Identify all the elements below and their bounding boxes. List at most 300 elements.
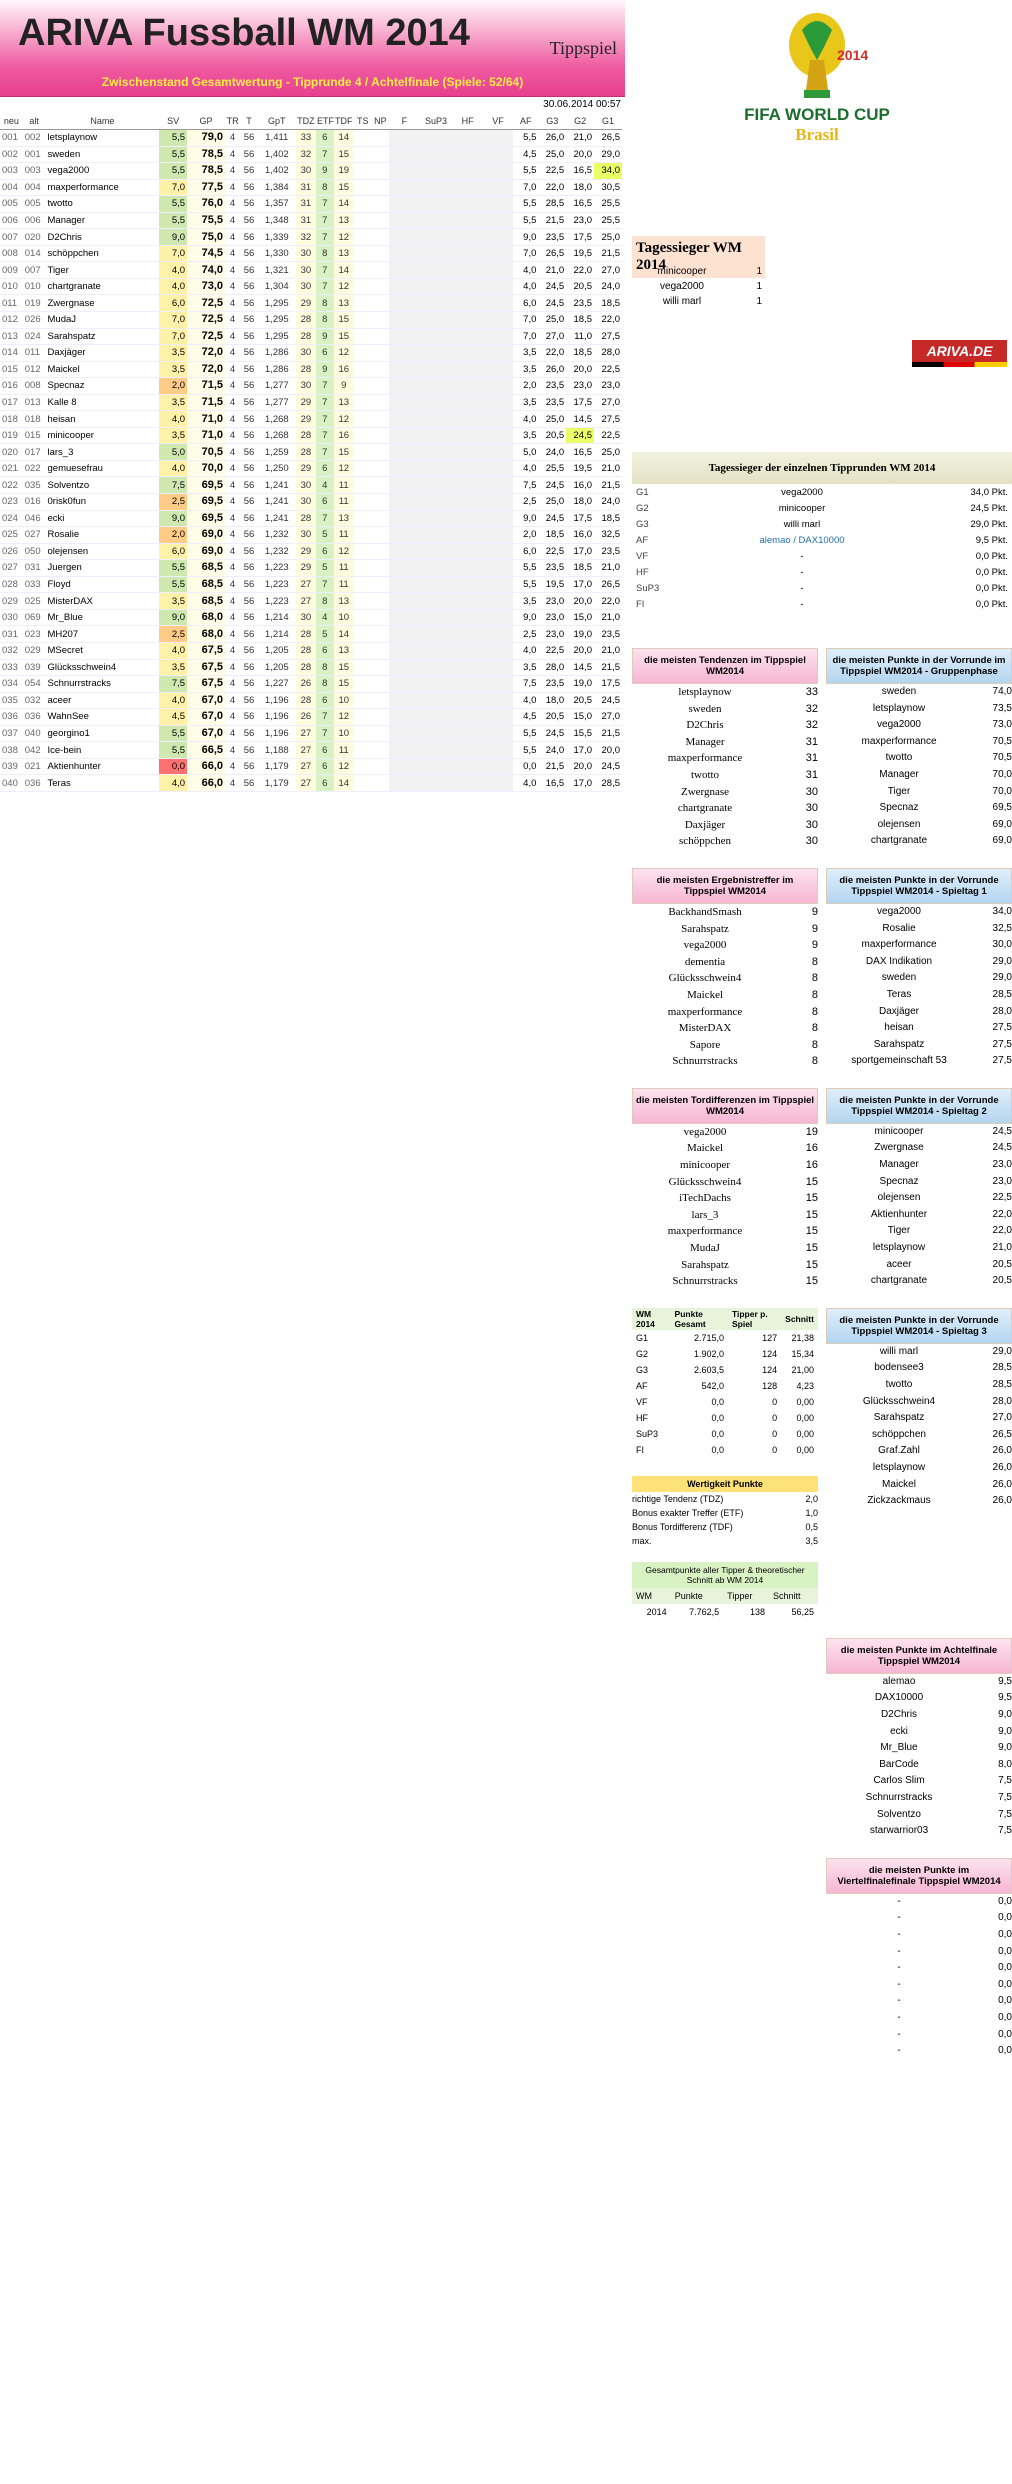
- table-cell: [389, 196, 419, 213]
- list-name: Maickel: [882, 1478, 916, 1490]
- table-cell: [354, 477, 372, 494]
- table-cell: [452, 163, 482, 180]
- table-cell: 56: [240, 725, 258, 742]
- round-code: G1: [636, 486, 649, 498]
- table-cell: 4: [225, 742, 240, 759]
- round-points: 9,5 Pkt.: [975, 534, 1008, 546]
- world-cup-logo: [632, 0, 1012, 160]
- stats-head: Tipper p. Spiel: [731, 1308, 768, 1329]
- table-row[interactable]: [0, 411, 622, 428]
- table-cell: 017: [23, 444, 46, 461]
- table-cell: 3,5: [159, 593, 187, 610]
- table-cell: 028: [0, 576, 23, 593]
- list-value: 7,5: [998, 1775, 1012, 1787]
- table-row[interactable]: [0, 212, 622, 229]
- stats-row: [632, 1426, 818, 1442]
- table-cell: 56: [240, 295, 258, 312]
- list-item: [826, 1427, 1012, 1444]
- list-value: 26,0: [992, 1461, 1012, 1473]
- table-cell: 4: [225, 394, 240, 411]
- table-row[interactable]: [0, 262, 622, 279]
- stats-row: [632, 1378, 818, 1394]
- table-row[interactable]: [0, 742, 622, 759]
- table-cell: 26,5: [594, 130, 622, 147]
- player-name: Rosalie: [46, 527, 160, 544]
- stats-table: [632, 1308, 818, 1620]
- list-value: 0,0: [998, 1895, 1012, 1907]
- table-cell: [354, 394, 372, 411]
- table-cell: [372, 378, 390, 395]
- table-cell: [420, 229, 453, 246]
- table-cell: 4: [225, 229, 240, 246]
- table-cell: 66,0: [187, 775, 225, 792]
- table-cell: [420, 146, 453, 163]
- table-cell: [372, 295, 390, 312]
- table-cell: 010: [23, 278, 46, 295]
- table-row[interactable]: [0, 146, 622, 163]
- table-row[interactable]: [0, 709, 622, 726]
- table-cell: 75,5: [187, 212, 225, 229]
- table-cell: 21,5: [538, 758, 566, 775]
- table-row[interactable]: [0, 444, 622, 461]
- list-item: [632, 1257, 818, 1274]
- table-cell: [354, 262, 372, 279]
- list-item: [826, 1140, 1012, 1157]
- list-item: [826, 2027, 1012, 2044]
- list-value: 34,0: [992, 905, 1012, 917]
- table-row[interactable]: [0, 775, 622, 792]
- table-cell: 6: [316, 130, 334, 147]
- list-name: Tiger: [887, 1225, 911, 1237]
- table-cell: [389, 460, 419, 477]
- table-row[interactable]: [0, 295, 622, 312]
- table-cell: 72,0: [187, 361, 225, 378]
- table-cell: [372, 444, 390, 461]
- ranking-title: die meisten Punkte in der Vorrunde Tippspiel WM2014 - Spieltag 1: [826, 868, 1012, 904]
- table-cell: 15,5: [566, 725, 594, 742]
- column-header: ETF: [316, 113, 334, 130]
- stats-cell: AF: [636, 1380, 648, 1391]
- table-cell: 4: [225, 411, 240, 428]
- tipprunde-row: [632, 596, 1012, 612]
- list-value: 9: [811, 939, 818, 952]
- player-name: gemuesefrau: [46, 460, 160, 477]
- table-cell: 69,0: [187, 543, 225, 560]
- table-cell: 036: [23, 775, 46, 792]
- table-cell: [354, 527, 372, 544]
- list-value: 0,0: [998, 1945, 1012, 1957]
- table-cell: [452, 494, 482, 511]
- gesamt-cell: 138: [749, 1606, 765, 1617]
- table-row[interactable]: [0, 394, 622, 411]
- list-value: 69,0: [992, 818, 1012, 830]
- table-cell: 30: [296, 477, 316, 494]
- table-cell: 29: [296, 460, 316, 477]
- table-row[interactable]: [0, 361, 622, 378]
- list-item: [632, 701, 818, 718]
- table-cell: [372, 130, 390, 147]
- tipprunden-table: [632, 484, 1012, 612]
- list-value: 23,0: [992, 1159, 1012, 1171]
- table-cell: 27: [296, 576, 316, 593]
- player-name: sweden: [46, 146, 160, 163]
- table-cell: 4: [225, 212, 240, 229]
- table-cell: 033: [0, 659, 23, 676]
- table-row[interactable]: [0, 179, 622, 196]
- table-cell: 69,5: [187, 494, 225, 511]
- table-cell: [372, 758, 390, 775]
- ranking-list: [632, 868, 818, 1070]
- list-item: [826, 1207, 1012, 1224]
- table-cell: [354, 593, 372, 610]
- table-cell: 56: [240, 593, 258, 610]
- table-cell: [483, 576, 513, 593]
- table-cell: 56: [240, 543, 258, 560]
- table-row[interactable]: [0, 527, 622, 544]
- player-name: twotto: [46, 196, 160, 213]
- statistics-panel: [632, 0, 1012, 2057]
- table-row[interactable]: [0, 196, 622, 213]
- table-cell: 73,0: [187, 278, 225, 295]
- table-cell: 017: [0, 394, 23, 411]
- column-header: SV: [159, 113, 187, 130]
- table-cell: [483, 692, 513, 709]
- table-cell: 008: [0, 245, 23, 262]
- table-cell: [483, 312, 513, 329]
- table-cell: 17,0: [566, 543, 594, 560]
- table-cell: [420, 560, 453, 577]
- list-name: maxperformance: [861, 735, 937, 747]
- table-cell: 4: [225, 692, 240, 709]
- table-cell: 66,0: [187, 758, 225, 775]
- table-cell: 1,250: [258, 460, 296, 477]
- table-row[interactable]: [0, 130, 622, 147]
- table-cell: [420, 130, 453, 147]
- wertigkeit-row: [632, 1534, 818, 1548]
- list-item: [632, 954, 818, 971]
- page-subtitle: Zwischenstand Gesamtwertung - Tipprunde 4 / Achtelfinale (Spiele: 52/64): [101, 75, 524, 89]
- table-cell: [483, 593, 513, 610]
- table-cell: 14: [334, 196, 354, 213]
- list-name: Aktienhunter: [870, 1208, 928, 1220]
- table-cell: 22,5: [594, 361, 622, 378]
- table-cell: [452, 477, 482, 494]
- list-name: twotto: [690, 768, 720, 781]
- table-cell: 3,5: [513, 593, 538, 610]
- table-cell: 11,0: [566, 328, 594, 345]
- table-cell: [420, 312, 453, 329]
- list-name: chartgranate: [870, 835, 928, 847]
- table-cell: 002: [23, 130, 46, 147]
- table-row[interactable]: [0, 510, 622, 527]
- table-cell: 031: [23, 560, 46, 577]
- list-item: [826, 1477, 1012, 1494]
- list-value: 0,0: [998, 2028, 1012, 2040]
- table-cell: [420, 460, 453, 477]
- table-cell: 12: [334, 345, 354, 362]
- table-cell: [372, 394, 390, 411]
- table-cell: 27: [296, 725, 316, 742]
- list-item: [632, 1190, 818, 1207]
- table-cell: 1,223: [258, 593, 296, 610]
- table-row[interactable]: [0, 427, 622, 444]
- table-cell: 18,0: [538, 692, 566, 709]
- table-row[interactable]: [0, 345, 622, 362]
- table-cell: [420, 593, 453, 610]
- table-cell: [452, 262, 482, 279]
- stats-cell: 0,00: [796, 1396, 814, 1407]
- table-cell: [389, 692, 419, 709]
- stats-cell: G1: [636, 1332, 649, 1343]
- table-row[interactable]: [0, 758, 622, 775]
- tipprunde-row: [632, 484, 1012, 500]
- list-item: [826, 1460, 1012, 1477]
- table-cell: 069: [23, 609, 46, 626]
- table-cell: 026: [23, 312, 46, 329]
- table-cell: [389, 262, 419, 279]
- table-cell: [483, 659, 513, 676]
- table-cell: 12: [334, 411, 354, 428]
- round-points: 0,0 Pkt.: [975, 598, 1008, 610]
- ranking-title: die meisten Tendenzen im Tippspiel WM2014: [632, 648, 818, 684]
- table-cell: 0,0: [513, 758, 538, 775]
- table-cell: [483, 345, 513, 362]
- table-cell: 18,5: [594, 510, 622, 527]
- table-cell: 17,5: [566, 510, 594, 527]
- table-row[interactable]: [0, 676, 622, 693]
- table-row[interactable]: [0, 576, 622, 593]
- table-cell: 4: [225, 626, 240, 643]
- table-cell: [452, 676, 482, 693]
- list-item: [826, 1174, 1012, 1191]
- table-cell: 78,5: [187, 163, 225, 180]
- table-cell: [420, 427, 453, 444]
- table-cell: 13: [334, 510, 354, 527]
- list-value: 26,0: [992, 1445, 1012, 1457]
- list-name: maxperformance: [861, 939, 937, 951]
- table-row[interactable]: [0, 229, 622, 246]
- table-cell: 4: [225, 361, 240, 378]
- table-cell: [389, 328, 419, 345]
- table-row[interactable]: [0, 543, 622, 560]
- table-row[interactable]: [0, 609, 622, 626]
- table-cell: 18,5: [594, 295, 622, 312]
- table-cell: 56: [240, 609, 258, 626]
- table-row[interactable]: [0, 642, 622, 659]
- table-cell: [354, 676, 372, 693]
- player-name: lars_3: [46, 444, 160, 461]
- table-cell: [483, 444, 513, 461]
- table-cell: 019: [23, 295, 46, 312]
- table-row[interactable]: [0, 460, 622, 477]
- table-cell: 7,0: [159, 328, 187, 345]
- table-cell: 4: [225, 295, 240, 312]
- table-cell: 22,0: [566, 262, 594, 279]
- table-cell: 20,0: [566, 758, 594, 775]
- list-name: Zwergnase: [680, 785, 730, 798]
- table-cell: 24,5: [538, 295, 566, 312]
- table-cell: 036: [0, 709, 23, 726]
- list-value: 9,0: [998, 1725, 1012, 1737]
- table-cell: 28,5: [594, 775, 622, 792]
- table-cell: 4,5: [513, 709, 538, 726]
- table-cell: [452, 411, 482, 428]
- list-item: [826, 1790, 1012, 1807]
- player-name: olejensen: [46, 543, 160, 560]
- list-value: 28,0: [992, 1005, 1012, 1017]
- table-cell: 68,0: [187, 609, 225, 626]
- table-cell: 28: [296, 642, 316, 659]
- table-cell: 28: [296, 444, 316, 461]
- table-row[interactable]: [0, 560, 622, 577]
- table-cell: [389, 146, 419, 163]
- list-value: 27,0: [992, 1412, 1012, 1424]
- table-row[interactable]: [0, 245, 622, 262]
- table-cell: [372, 709, 390, 726]
- table-row[interactable]: [0, 659, 622, 676]
- table-cell: [452, 758, 482, 775]
- table-cell: [483, 494, 513, 511]
- round-winner: vega2000: [781, 486, 823, 498]
- list-item: [632, 750, 818, 767]
- table-cell: 56: [240, 477, 258, 494]
- table-cell: [354, 609, 372, 626]
- table-row[interactable]: [0, 328, 622, 345]
- table-cell: [372, 527, 390, 544]
- list-item: [826, 937, 1012, 954]
- list-name: Sarahspatz: [873, 1038, 925, 1050]
- list-value: 7,5: [998, 1808, 1012, 1820]
- table-cell: 035: [23, 477, 46, 494]
- table-cell: 68,5: [187, 576, 225, 593]
- table-cell: 25,0: [594, 229, 622, 246]
- table-cell: 012: [23, 361, 46, 378]
- table-row[interactable]: [0, 312, 622, 329]
- table-cell: 7,0: [513, 245, 538, 262]
- table-cell: [420, 742, 453, 759]
- table-cell: 19,0: [566, 626, 594, 643]
- list-name: -: [897, 1995, 901, 2007]
- table-row[interactable]: [0, 163, 622, 180]
- list-item: [826, 1757, 1012, 1774]
- table-cell: 037: [0, 725, 23, 742]
- list-value: 7,5: [998, 1825, 1012, 1837]
- table-row[interactable]: [0, 626, 622, 643]
- table-cell: [372, 676, 390, 693]
- table-cell: 56: [240, 758, 258, 775]
- table-cell: 4: [225, 328, 240, 345]
- table-cell: 23,0: [538, 593, 566, 610]
- wertigkeit-title: Wertigkeit Punkte: [632, 1476, 818, 1492]
- ranking-title: die meisten Punkte im Achtelfinale Tippspiel WM2014: [826, 1638, 1012, 1674]
- table-cell: [354, 659, 372, 676]
- table-cell: 26,0: [538, 361, 566, 378]
- table-cell: 022: [0, 477, 23, 494]
- table-row[interactable]: [0, 494, 622, 511]
- table-cell: [420, 494, 453, 511]
- table-cell: 1,411: [258, 130, 296, 147]
- table-cell: 68,5: [187, 593, 225, 610]
- list-item: [826, 1157, 1012, 1174]
- table-cell: [389, 312, 419, 329]
- table-row[interactable]: [0, 692, 622, 709]
- table-cell: [389, 758, 419, 775]
- table-cell: [483, 709, 513, 726]
- table-row[interactable]: [0, 278, 622, 295]
- table-cell: 32: [296, 146, 316, 163]
- table-cell: 14: [334, 262, 354, 279]
- table-cell: [372, 411, 390, 428]
- table-cell: [372, 626, 390, 643]
- table-cell: 16,5: [566, 163, 594, 180]
- table-cell: 23,5: [566, 295, 594, 312]
- list-name: schöppchen: [679, 835, 731, 848]
- table-cell: [452, 659, 482, 676]
- ranking-list: [826, 1858, 1012, 2060]
- table-cell: 025: [0, 527, 23, 544]
- table-cell: 9: [316, 328, 334, 345]
- table-row[interactable]: [0, 593, 622, 610]
- table-cell: [420, 609, 453, 626]
- table-cell: 015: [0, 361, 23, 378]
- list-name: aceer: [886, 1258, 912, 1270]
- tagessieger-name: willi marl: [662, 296, 702, 307]
- table-cell: 4: [225, 510, 240, 527]
- table-cell: 1,196: [258, 692, 296, 709]
- table-cell: 039: [0, 758, 23, 775]
- table-row[interactable]: [0, 378, 622, 395]
- table-cell: 1,232: [258, 527, 296, 544]
- table-cell: 1,196: [258, 709, 296, 726]
- table-cell: 013: [0, 328, 23, 345]
- table-cell: [372, 775, 390, 792]
- table-cell: 16: [334, 427, 354, 444]
- list-value: 8: [811, 972, 818, 985]
- table-cell: [354, 196, 372, 213]
- stats-row: [632, 1346, 818, 1362]
- list-value: 27,5: [992, 1022, 1012, 1034]
- table-cell: [420, 477, 453, 494]
- table-cell: 23,0: [566, 378, 594, 395]
- table-cell: 25,0: [538, 411, 566, 428]
- table-cell: [452, 692, 482, 709]
- list-value: 8: [811, 1022, 818, 1035]
- table-cell: 13: [334, 394, 354, 411]
- round-code: G3: [636, 518, 649, 530]
- ariva-logo-text: ARIVA.DE: [912, 340, 1007, 362]
- list-name: sweden: [881, 686, 917, 697]
- table-cell: [420, 378, 453, 395]
- table-cell: 8: [316, 676, 334, 693]
- table-cell: [420, 262, 453, 279]
- table-cell: 016: [23, 494, 46, 511]
- list-item: [826, 1740, 1012, 1757]
- list-item: [826, 1223, 1012, 1240]
- table-cell: 2,0: [513, 378, 538, 395]
- list-value: 9,5: [998, 1675, 1012, 1687]
- table-cell: 5,5: [513, 742, 538, 759]
- table-cell: 4: [225, 163, 240, 180]
- list-name: -: [897, 2028, 901, 2040]
- stats-cell: 1.902,0: [693, 1348, 724, 1359]
- table-row[interactable]: [0, 725, 622, 742]
- table-row[interactable]: [0, 477, 622, 494]
- list-item: [826, 987, 1012, 1004]
- stats-cell: 2.715,0: [693, 1332, 724, 1343]
- table-cell: [420, 676, 453, 693]
- table-cell: 24,5: [538, 725, 566, 742]
- table-cell: 6: [316, 758, 334, 775]
